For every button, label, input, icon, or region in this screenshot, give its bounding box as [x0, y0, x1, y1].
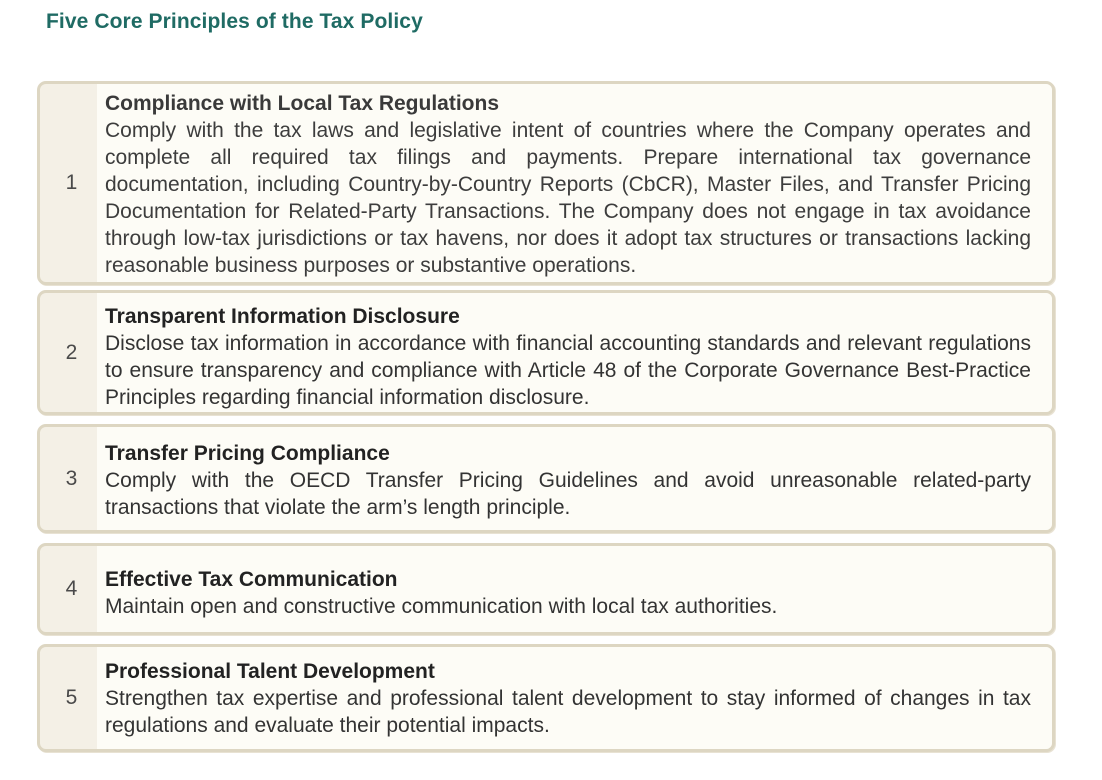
principle-body: Comply with the OECD Transfer Pricing Guidelines and avoid unreasonable related-party transactions that violate the arm’s length principle. — [105, 469, 1031, 519]
principle-body: Maintain open and constructive communication with local tax authorities. — [105, 595, 778, 618]
principle-number: 4 — [65, 577, 78, 600]
principle-card-1 — [37, 81, 1055, 285]
principle-number: 5 — [65, 686, 78, 709]
principle-heading: Effective Tax Communication — [105, 568, 398, 591]
principle-heading: Transparent Information Disclosure — [105, 305, 460, 328]
principle-card-4 — [37, 543, 1055, 635]
principle-content — [97, 546, 1052, 632]
principle-card-5 — [37, 644, 1055, 752]
principle-body: Strengthen tax expertise and professional talent development to stay informed of changes in tax regulations and evaluate their potential impacts. — [105, 687, 1031, 737]
principle-body: Disclose tax information in accordance with financial accounting standards and relevant regulations to ensure transparency and compliance with Article 48 of the Corporate Governance Best-Practice Principles regarding financial information disclosure. — [105, 332, 1031, 409]
principle-heading: Professional Talent Development — [105, 660, 435, 683]
principle-content — [97, 293, 1052, 412]
principle-content — [97, 647, 1052, 749]
principle-card-2 — [37, 290, 1055, 415]
page-title: Five Core Principles of the Tax Policy — [46, 10, 423, 33]
principle-number: 3 — [65, 466, 78, 490]
principle-card-3 — [37, 424, 1055, 533]
principle-heading: Compliance with Local Tax Regulations — [105, 92, 500, 115]
principle-content — [97, 427, 1052, 530]
principle-body: Comply with the tax laws and legislative intent of countries where the Company operates and complete all required tax filings and payments. Prepare international tax governance documentation, including Country-by-Country Reports (CbCR), Master Files, and Transfer Pricing Documentation for Related-Party Transactions. The Company does not engage in tax avoidance through low-tax jurisdictions or tax havens, nor does it adopt tax structures or transactions lacking reasonable business purposes or substantive operations. — [105, 119, 1031, 277]
principle-number: 1 — [65, 171, 78, 194]
principle-content — [97, 84, 1052, 282]
principle-heading: Transfer Pricing Compliance — [105, 442, 390, 465]
principle-number: 2 — [65, 340, 78, 364]
